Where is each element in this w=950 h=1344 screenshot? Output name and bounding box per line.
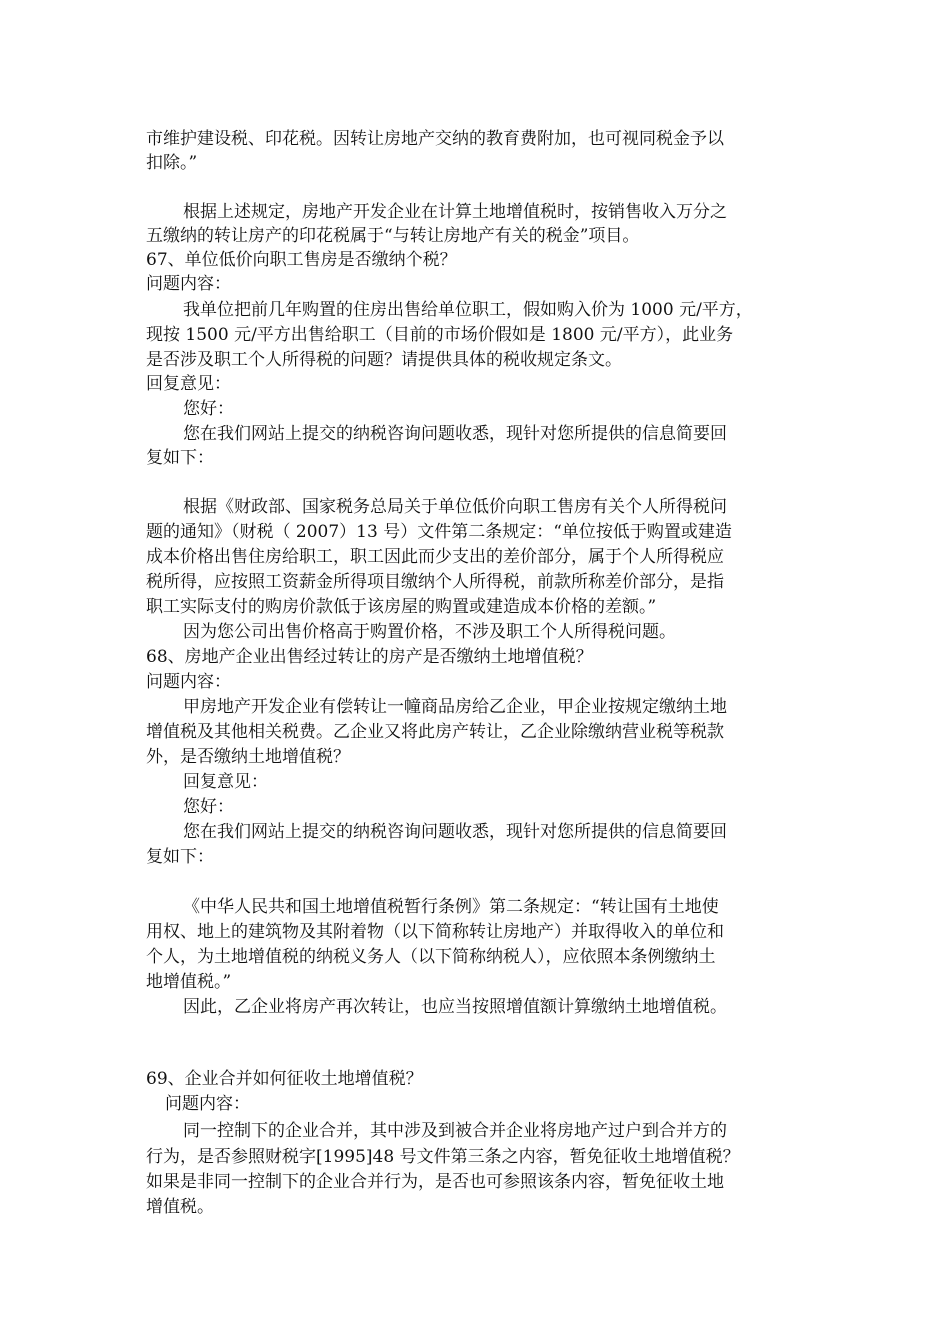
- text-line: 复如下：: [146, 448, 214, 468]
- question-heading-68: 68、房地产企业出售经过转让的房产是否缴纳土地增值税？: [146, 647, 593, 667]
- text-line: 题的通知》（财税（ 2007）13 号）文件第二条规定：“单位按低于购置或建造: [146, 522, 732, 542]
- text-line: 您在我们网站上提交的纳税咨询问题收悉，现针对您所提供的信息简要回: [183, 822, 727, 842]
- text-line: 增值税及其他相关税费。乙企业又将此房产转让，乙企业除缴纳营业税等税款: [146, 722, 724, 742]
- text-line: 五缴纳的转让房产的印花税属于“与转让房地产有关的税金”项目。: [146, 226, 640, 246]
- text-line: 现按 1500 元/平方出售给职工（目前的市场价假如是 1800 元/平方），此业务: [146, 325, 734, 345]
- text-line: 增值税。: [146, 1197, 214, 1217]
- question-heading-69: 69、企业合并如何征收土地增值税？: [146, 1069, 423, 1089]
- section-label: 问题内容：: [146, 274, 231, 294]
- text-line: 税所得，应按照工资薪金所得项目缴纳个人所得税，前款所称差价部分，是指: [146, 572, 724, 592]
- text-line: 因为您公司出售价格高于购置价格，不涉及职工个人所得税问题。: [183, 622, 676, 642]
- text-line: 您好：: [183, 797, 234, 817]
- text-line: 同一控制下的企业合并，其中涉及到被合并企业将房地产过户到合并方的: [183, 1121, 727, 1141]
- text-line: 《中华人民共和国土地增值税暂行条例》第二条规定：“转让国有土地使: [183, 897, 719, 917]
- text-line: 地增值税。”: [146, 972, 232, 992]
- text-line: 您在我们网站上提交的纳税咨询问题收悉，现针对您所提供的信息简要回: [183, 424, 727, 444]
- text-line: 根据《财政部、国家税务总局关于单位低价向职工售房有关个人所得税问: [183, 497, 727, 517]
- text-line: 成本价格出售住房给职工，职工因此而少支出的差价部分，属于个人所得税应: [146, 547, 724, 567]
- text-line: 扣除。”: [146, 153, 198, 173]
- text-line: 甲房地产开发企业有偿转让一幢商品房给乙企业，甲企业按规定缴纳土地: [183, 697, 727, 717]
- text-line: 我单位把前几年购置的住房出售给单位职工，假如购入价为 1000 元/平方，: [183, 300, 753, 320]
- section-label: 问题内容：: [146, 672, 231, 692]
- text-line: 您好：: [183, 399, 234, 419]
- section-label: 问题内容：: [165, 1094, 250, 1114]
- text-line: 外，是否缴纳土地增值税？: [146, 747, 350, 767]
- text-line: 因此，乙企业将房产再次转让，也应当按照增值额计算缴纳土地增值税。: [183, 997, 727, 1017]
- text-line: 市维护建设税、印花税。因转让房地产交纳的教育费附加，也可视同税金予以: [146, 129, 724, 149]
- text-line: 职工实际支付的购房价款低于该房屋的购置或建造成本价格的差额。”: [146, 597, 657, 617]
- section-label: 回复意见：: [146, 374, 231, 394]
- text-line: 用权、地上的建筑物及其附着物（以下简称转让房地产）并取得收入的单位和: [146, 922, 724, 942]
- section-label: 回复意见：: [183, 772, 268, 792]
- text-line: 复如下：: [146, 847, 214, 867]
- question-heading-67: 67、单位低价向职工售房是否缴纳个税？: [146, 250, 457, 270]
- text-line: 个人，为土地增值税的纳税义务人（以下简称纳税人），应依照本条例缴纳土: [146, 947, 716, 967]
- text-line: 根据上述规定，房地产开发企业在计算土地增值税时，按销售收入万分之: [183, 202, 727, 222]
- text-line: 行为，是否参照财税字[1995]48 号文件第三条之内容，暂免征收土地增值税？: [146, 1147, 740, 1167]
- text-line: 如果是非同一控制下的企业合并行为，是否也可参照该条内容，暂免征收土地: [146, 1172, 724, 1192]
- text-line: 是否涉及职工个人所得税的问题？请提供具体的税收规定条文。: [146, 350, 622, 370]
